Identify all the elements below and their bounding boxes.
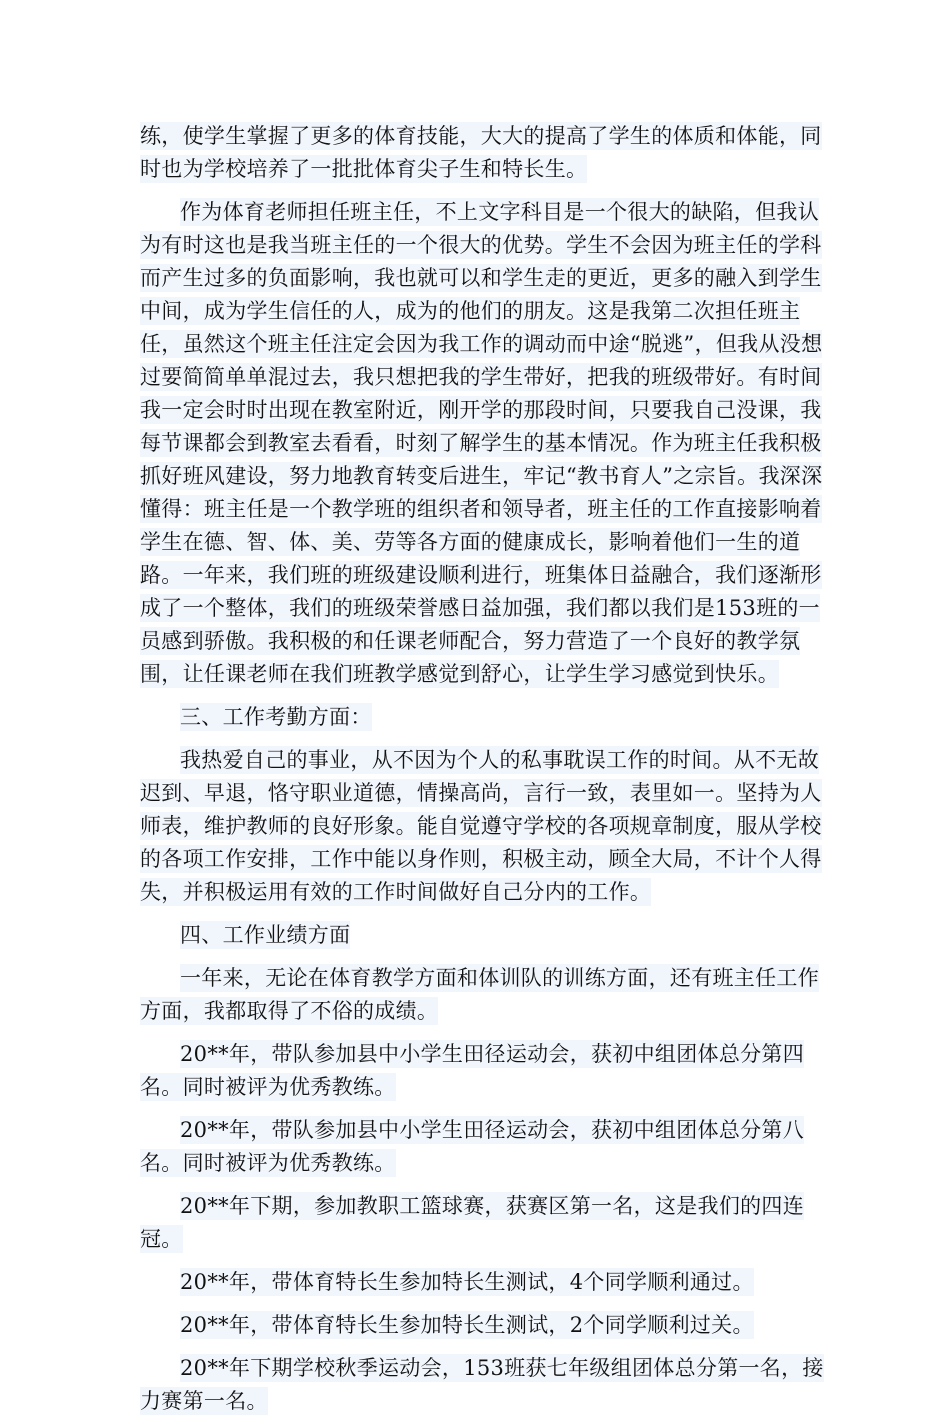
achievement-item xyxy=(140,1190,830,1256)
section-heading-achievements xyxy=(140,919,830,952)
paragraph-attendance xyxy=(140,744,830,909)
achievement-text: 20**年下期学校秋季运动会，153班获七年级组团体总分第一名，接力赛第一名。 xyxy=(140,1356,824,1413)
achievement-item xyxy=(140,1309,830,1342)
paragraph-continued xyxy=(140,120,830,186)
achievement-item xyxy=(140,1266,830,1299)
achievement-text: 20**年，带队参加县中小学生田径运动会，获初中组团体总分第四名。同时被评为优秀教练。 xyxy=(140,1042,805,1099)
paragraph-text: 作为体育老师担任班主任，不上文字科目是一个很大的缺陷，但我认为有时这也是我当班主任的一个很大的优势。学生不会因为班主任的学科而产生过多的负面影响，我也就可以和学生走的更近，更多的融入到学生中间，成为学生信任的人，成为的他们的朋友。这是我第二次担任班主任，虽然这个班主任注定会因为我工作的调动而中途“脱逃”，但我从没想过要简简单单混过去，我只想把我的学生带好，把我的班级带好。有时间我一定会时时出现在教室附近，刚开学的那段时间，只要我自己没课，我每节课都会到教室去看看，时刻了解学生的基本情况。作为班主任我积极抓好班风建设，努力地教育转变后进生，牢记“教书育人”之宗旨。我深深懂得：班主任是一个教学班的组织者和领导者，班主任的工作直接影响着学生在德、智、体、美、劳等各方面的健康成长，影响着他们一生的道路。一年来，我们班的班级建设顺利进行，班集体日益融合，我们逐渐形成了一个整体，我们的班级荣誉感日益加强，我们都以我们是153班的一员感到骄傲。我积极的和任课老师配合，努力营造了一个良好的教学氛围，让任课老师在我们班教学感觉到舒心，让学生学习感觉到快乐。 xyxy=(140,200,823,686)
paragraph-achievements-intro xyxy=(140,962,830,1028)
achievement-text: 20**年下期，参加教职工篮球赛，获赛区第一名，这是我们的四连冠。 xyxy=(140,1194,805,1251)
achievement-text: 20**年，带体育特长生参加特长生测试，4个同学顺利通过。 xyxy=(180,1270,754,1294)
achievement-text: 20**年，带体育特长生参加特长生测试，2个同学顺利过关。 xyxy=(180,1313,754,1337)
achievement-text: 20**年，带队参加县中小学生田径运动会，获初中组团体总分第八名。同时被评为优秀教练。 xyxy=(140,1118,805,1175)
section-heading-attendance xyxy=(140,701,830,734)
achievement-item xyxy=(140,1114,830,1180)
paragraph-text: 一年来，无论在体育教学方面和体训队的训练方面，还有班主任工作方面，我都取得了不俗的成绩。 xyxy=(140,966,819,1023)
heading-text: 四、工作业绩方面 xyxy=(180,923,351,947)
heading-text: 三、工作考勤方面： xyxy=(180,705,372,729)
document-body xyxy=(140,120,830,1428)
achievement-item xyxy=(140,1038,830,1104)
paragraph-head-teacher xyxy=(140,196,830,691)
achievement-item xyxy=(140,1352,830,1418)
paragraph-text: 练，使学生掌握了更多的体育技能，大大的提高了学生的体质和体能，同时也为学校培养了一批批体育尖子生和特长生。 xyxy=(140,124,822,181)
paragraph-text: 我热爱自己的事业，从不因为个人的私事耽误工作的时间。从不无故迟到、早退，恪守职业道德，情操高尚，言行一致，表里如一。坚持为人师表，维护教师的良好形象。能自觉遵守学校的各项规章制度，服从学校的各项工作安排，工作中能以身作则，积极主动，顾全大局，不计个人得失，并积极运用有效的工作时间做好自己分内的工作。 xyxy=(140,748,822,904)
